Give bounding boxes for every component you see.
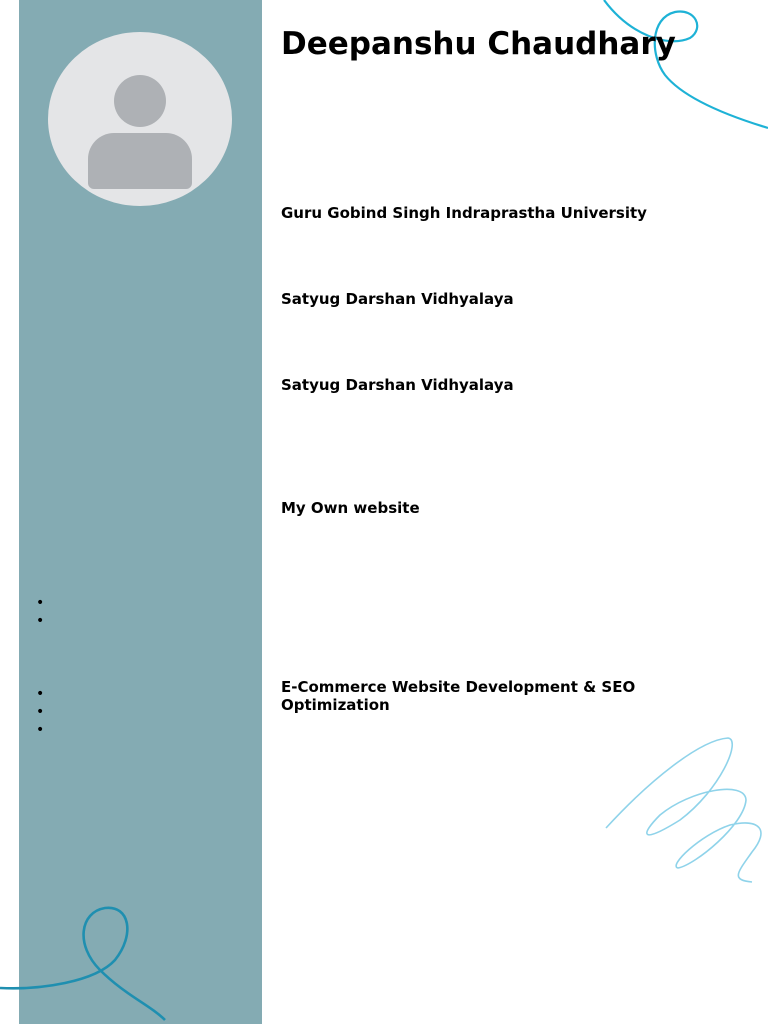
bullet-item bbox=[36, 594, 44, 612]
project-entry: E-Commerce Website Development & SEO Optimization bbox=[281, 678, 636, 714]
sidebar-bullet-list bbox=[36, 685, 44, 739]
bullet-item bbox=[36, 721, 44, 739]
top-right-swirl bbox=[604, 0, 768, 128]
avatar-placeholder bbox=[48, 32, 232, 206]
project-entry: My Own website bbox=[281, 499, 420, 517]
education-entry: Satyug Darshan Vidhyalaya bbox=[281, 290, 514, 308]
education-entry: Satyug Darshan Vidhyalaya bbox=[281, 376, 514, 394]
bottom-right-scribble bbox=[606, 738, 761, 882]
education-entry: Guru Gobind Singh Indraprastha University bbox=[281, 204, 647, 222]
user-silhouette-body bbox=[88, 133, 192, 189]
bullet-item bbox=[36, 703, 44, 721]
bullet-item bbox=[36, 612, 44, 630]
sidebar-bullet-list bbox=[36, 594, 44, 630]
user-silhouette-icon bbox=[114, 75, 166, 127]
bullet-item bbox=[36, 685, 44, 703]
candidate-name: Deepanshu Chaudhary bbox=[281, 26, 676, 62]
